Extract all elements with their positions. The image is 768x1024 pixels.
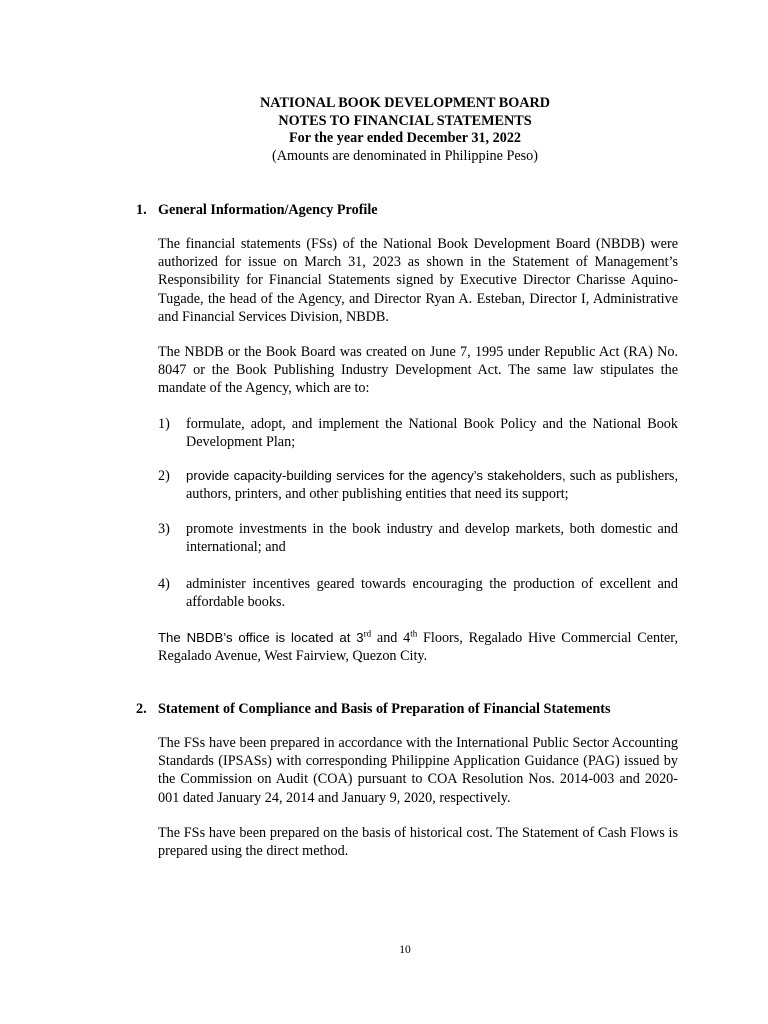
office-location-paragraph <box>158 629 678 665</box>
section-2-title: Statement of Compliance and Basis of Preparation of Financial Statements <box>158 701 611 717</box>
mandate-item-2 <box>158 467 678 503</box>
document-header <box>0 95 768 165</box>
section-1-paragraph-2: The NBDB or the Book Board was created on June 7, 1995 under Republic Act (RA) No. 8047 or the Book Publishing Industry Development Act. The same law stipulates the mandate of the Agency, which are to: <box>158 344 678 397</box>
section-1-title: General Information/Agency Profile <box>158 202 378 218</box>
office-rest: Floors, Regalado Hive Commercial Center, Regalado Avenue, West Fairview, Quezon City. <box>158 630 678 665</box>
agency-title: NATIONAL BOOK DEVELOPMENT BOARD <box>260 95 550 111</box>
list-item-text: promote investments in the book industry and develop markets, both domestic and international; and <box>186 521 678 556</box>
section-1-paragraph-1: The financial statements (FSs) of the National Book Development Board (NBDB) were authorized for issue on March 31, 2023 as shown in the Statement of Management’s Responsibility for Financial Statements signed by Executive Director Charisse Aquino-Tugade, the head of the Agency, and Director Ryan A. Esteban, Director I, Administrative and Financial Services Division, NBDB. <box>158 236 678 325</box>
section-1-number: 1. <box>136 202 147 218</box>
list-marker: 3) <box>158 521 170 537</box>
mandate-item-3 <box>158 520 678 556</box>
office-mid: and 4 <box>371 630 411 646</box>
list-item-text <box>186 467 678 503</box>
list-marker: 2) <box>158 468 170 484</box>
section-1-heading <box>136 201 378 219</box>
list-marker: 4) <box>158 576 170 592</box>
list-item-text: administer incentives geared towards encouraging the production of excellent and affordable books. <box>186 576 678 611</box>
currency-note: (Amounts are denominated in Philippine Peso) <box>272 147 538 164</box>
office-lead: The NBDB’s office is located at 3 <box>158 630 364 645</box>
page-number: 10 <box>399 944 411 956</box>
office-floor-sup-2: th <box>410 628 418 639</box>
section-2-heading <box>136 700 611 718</box>
list-marker: 1) <box>158 416 170 432</box>
list-item-text-rest: such as publishers, authors, printers, and other publishing entities that need its support; <box>186 468 678 503</box>
office-floor-sup-1: rd <box>363 628 372 639</box>
list-item-text: formulate, adopt, and implement the National Book Policy and the National Book Development Plan; <box>186 416 678 451</box>
mandate-item-1 <box>158 415 678 451</box>
section-2-paragraph-1: The FSs have been prepared in accordance with the International Public Sector Accounting Standards (IPSASs) with corresponding Philippine Application Guidance (PAG) issued by the Commission on Audit (COA) pursuant to COA Resolution Nos. 2014-003 and 2020-001 dated January 24, 2014 and January 9, 2020, respectively. <box>158 735 678 806</box>
section-2-paragraph-2: The FSs have been prepared on the basis of historical cost. The Statement of Cash Flows is prepared using the direct method. <box>158 825 678 860</box>
reporting-period: For the year ended December 31, 2022 <box>288 130 522 146</box>
list-item-text-lead: provide capacity-building services for the agency’s stakeholders, <box>186 468 566 483</box>
document-title: NOTES TO FINANCIAL STATEMENTS <box>278 112 532 129</box>
mandate-item-4 <box>158 575 678 611</box>
section-2-number: 2. <box>136 701 147 717</box>
